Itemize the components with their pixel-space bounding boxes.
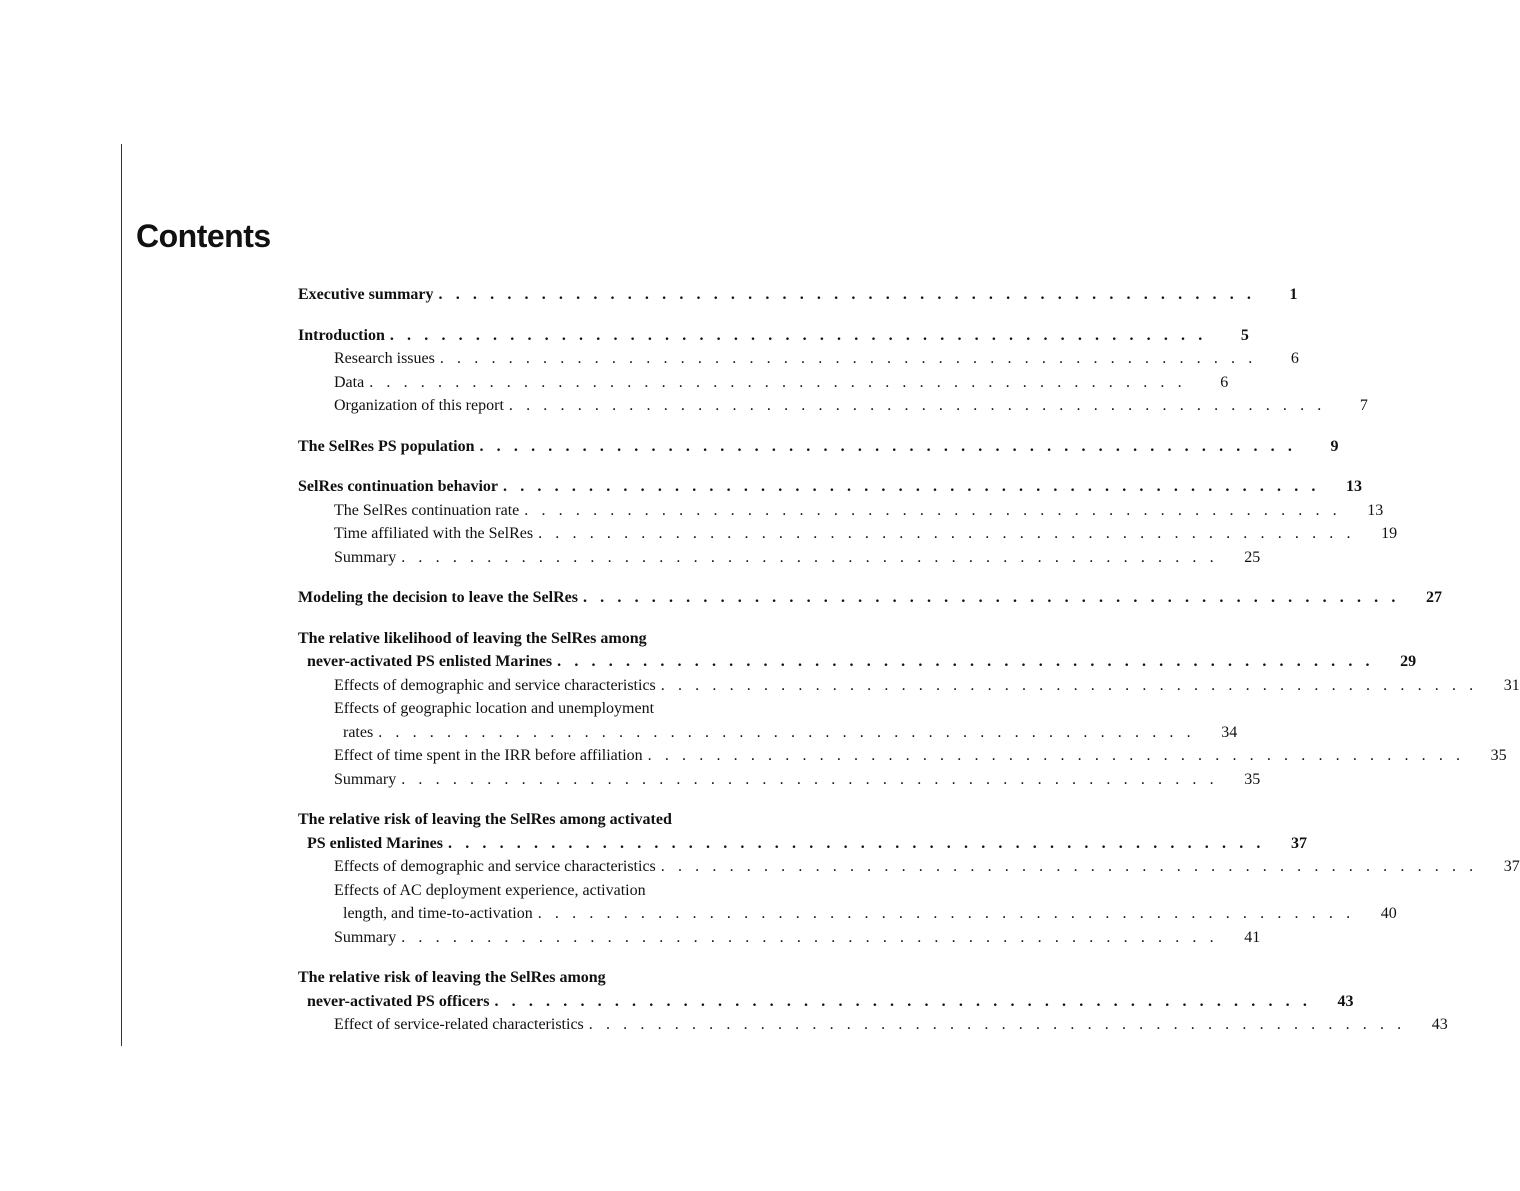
toc-page-number: 9 [1330,437,1339,455]
toc-entry-title: Effect of service-related characteristics [334,1016,584,1033]
toc-entry-title: The SelRes PS population [298,437,475,455]
dot-leader: . . . . . . . . . . . . . . . . . . . . . . . . . . . . . . . . . . . . . . . . . . . . . . . . [503,478,1321,495]
toc-page-number: 35 [1244,770,1261,788]
dot-leader: . . . . . . . . . . . . . . . . . . . . . . . . . . . . . . . . . . . . . . . . . . . . . . . . [378,723,1196,741]
toc-entry-title: Introduction [298,326,385,344]
toc-group [298,435,1339,459]
dot-leader: . . . . . . . . . . . . . . . . . . . . . . . . . . . . . . . . . . . . . . . . . . . . . . . . [439,350,1257,367]
toc-entry-title: The relative risk of leaving the SelRes among activated [298,811,672,828]
toc-page-number: 27 [1425,589,1442,606]
toc-group [298,586,1442,610]
dot-leader: . . . . . . . . . . . . . . . . . . . . . . . . . . . . . . . . . . . . . . . . . . . . . . . . [647,747,1465,764]
toc-entry-title: Effects of demographic and service characteristics [334,676,656,694]
toc-page-number: 37 [1503,858,1520,875]
dot-leader: . . . . . . . . . . . . . . . . . . . . . . . . . . . . . . . . . . . . . . . . . . . . . . . . [660,858,1478,875]
toc-page-number: 13 [1367,501,1384,519]
toc-page-number: 41 [1244,928,1261,946]
toc-section-entry[interactable] [298,324,1249,348]
toc-subsection-entry[interactable] [298,347,1299,371]
toc-entry-title: Effect of time spent in the IRR before affiliation [334,747,643,764]
toc-page-number: 13 [1346,478,1363,495]
toc-entry-title: The relative risk of leaving the SelRes among [298,969,606,986]
toc-entry-title: The relative likelihood of leaving the SelRes among [298,629,647,647]
toc-entry-title: Data [334,373,365,391]
toc-page-number: 1 [1289,286,1298,303]
toc-entry-title: Organization of this report [334,397,504,414]
toc-entry-title: never-activated PS enlisted Marines [307,653,553,670]
dot-leader: . . . . . . . . . . . . . . . . . . . . . . . . . . . . . . . . . . . . . . . . . . . . . . . . [479,437,1297,455]
toc-subsection-entry[interactable] [298,371,1229,395]
toc-subsection-entry[interactable] [298,926,1261,950]
toc-subsection-entry[interactable] [298,768,1261,792]
toc-subsection-entry[interactable] [298,744,1507,768]
toc-entry-title: never-activated PS officers [307,992,490,1010]
toc-page-number: 6 [1290,350,1299,367]
toc-page-number: 6 [1220,373,1229,391]
toc-section-entry[interactable] [298,586,1442,610]
dot-leader: . . . . . . . . . . . . . . . . . . . . . . . . . . . . . . . . . . . . . . . . . . . . . . . . [538,525,1356,542]
toc-subsection-entry[interactable] [298,499,1384,523]
toc-entry-title: rates [343,723,374,741]
toc-entry-title: Effects of geographic location and unemployment [334,700,655,717]
dot-leader: . . . . . . . . . . . . . . . . . . . . . . . . . . . . . . . . . . . . . . . . . . . . . . . . [524,501,1342,519]
toc-page-number: 31 [1503,676,1520,694]
toc-group [298,627,1520,792]
margin-rule [121,144,122,1046]
toc-subsection-entry[interactable] [298,855,1520,879]
toc-subsection-entry[interactable] [298,879,1397,926]
toc-page-number: 43 [1337,992,1354,1010]
toc-entry-title: Summary [334,770,397,788]
toc-entry-title: The SelRes continuation rate [334,501,520,519]
toc-page-number: 34 [1221,723,1238,741]
toc-entry-title: Modeling the decision to leave the SelRes [298,589,578,606]
toc-group [298,808,1520,949]
toc-group [298,966,1448,1037]
toc-entry-title: Summary [334,548,397,566]
toc-subsection-entry[interactable] [298,697,1238,744]
toc-entry-title: Effects of AC deployment experience, activation [334,881,646,899]
dot-leader: . . . . . . . . . . . . . . . . . . . . . . . . . . . . . . . . . . . . . . . . . . . . . . . . [494,992,1312,1010]
toc-group [298,324,1368,418]
toc-subsection-entry[interactable] [298,546,1261,570]
dot-leader: . . . . . . . . . . . . . . . . . . . . . . . . . . . . . . . . . . . . . . . . . . . . . . . . [537,905,1355,922]
toc-page-number: 5 [1240,326,1249,344]
toc-subsection-entry[interactable] [298,522,1398,546]
dot-leader: . . . . . . . . . . . . . . . . . . . . . . . . . . . . . . . . . . . . . . . . . . . . . . . . [557,653,1375,670]
toc-page-number: 25 [1244,548,1261,566]
dot-leader: . . . . . . . . . . . . . . . . . . . . . . . . . . . . . . . . . . . . . . . . . . . . . . . . [660,676,1478,694]
toc-section-entry[interactable] [298,283,1298,307]
dot-leader: . . . . . . . . . . . . . . . . . . . . . . . . . . . . . . . . . . . . . . . . . . . . . . . . [588,1016,1406,1033]
toc-entry-title: PS enlisted Marines [307,834,443,852]
toc-section-entry[interactable] [298,808,1307,855]
dot-leader: . . . . . . . . . . . . . . . . . . . . . . . . . . . . . . . . . . . . . . . . . . . . . . . . [401,548,1219,566]
toc-entry-title: Effects of demographic and service characteristics [334,858,656,875]
toc-entry-title: SelRes continuation behavior [298,478,499,495]
toc-entry-title: Research issues [334,350,435,367]
dot-leader: . . . . . . . . . . . . . . . . . . . . . . . . . . . . . . . . . . . . . . . . . . . . . . . . [508,397,1326,414]
toc-section-entry[interactable] [298,475,1363,499]
toc-page-number: 19 [1381,525,1398,542]
toc-entry-title: Time affiliated with the SelRes [334,525,534,542]
toc-page-number: 29 [1400,653,1417,670]
page-title: Contents [136,218,271,254]
table-of-contents [298,283,1520,1054]
toc-page-number: 40 [1380,905,1397,922]
toc-subsection-entry[interactable] [298,1013,1448,1037]
dot-leader: . . . . . . . . . . . . . . . . . . . . . . . . . . . . . . . . . . . . . . . . . . . . . . . . [582,589,1400,606]
dot-leader: . . . . . . . . . . . . . . . . . . . . . . . . . . . . . . . . . . . . . . . . . . . . . . . . [401,928,1219,946]
toc-subsection-entry[interactable] [298,674,1520,698]
dot-leader: . . . . . . . . . . . . . . . . . . . . . . . . . . . . . . . . . . . . . . . . . . . . . . . . [369,373,1187,391]
dot-leader: . . . . . . . . . . . . . . . . . . . . . . . . . . . . . . . . . . . . . . . . . . . . . . . . [438,286,1256,303]
dot-leader: . . . . . . . . . . . . . . . . . . . . . . . . . . . . . . . . . . . . . . . . . . . . . . . . [448,834,1265,852]
toc-group [298,475,1398,569]
toc-entry-title: Executive summary [298,286,434,303]
dot-leader: . . . . . . . . . . . . . . . . . . . . . . . . . . . . . . . . . . . . . . . . . . . . . . . . [401,770,1219,788]
toc-page-number: 35 [1490,747,1507,764]
toc-section-entry[interactable] [298,435,1339,459]
toc-entry-title: length, and time-to-activation [343,905,533,922]
toc-section-entry[interactable] [298,627,1417,674]
dot-leader: . . . . . . . . . . . . . . . . . . . . . . . . . . . . . . . . . . . . . . . . . . . . . . . . [389,326,1207,344]
toc-group [298,283,1298,307]
toc-subsection-entry[interactable] [298,394,1368,418]
toc-section-entry[interactable] [298,966,1354,1013]
toc-page-number: 37 [1291,834,1307,852]
toc-page-number: 7 [1359,397,1368,414]
toc-entry-title: Summary [334,928,397,946]
toc-page-number: 43 [1431,1016,1448,1033]
